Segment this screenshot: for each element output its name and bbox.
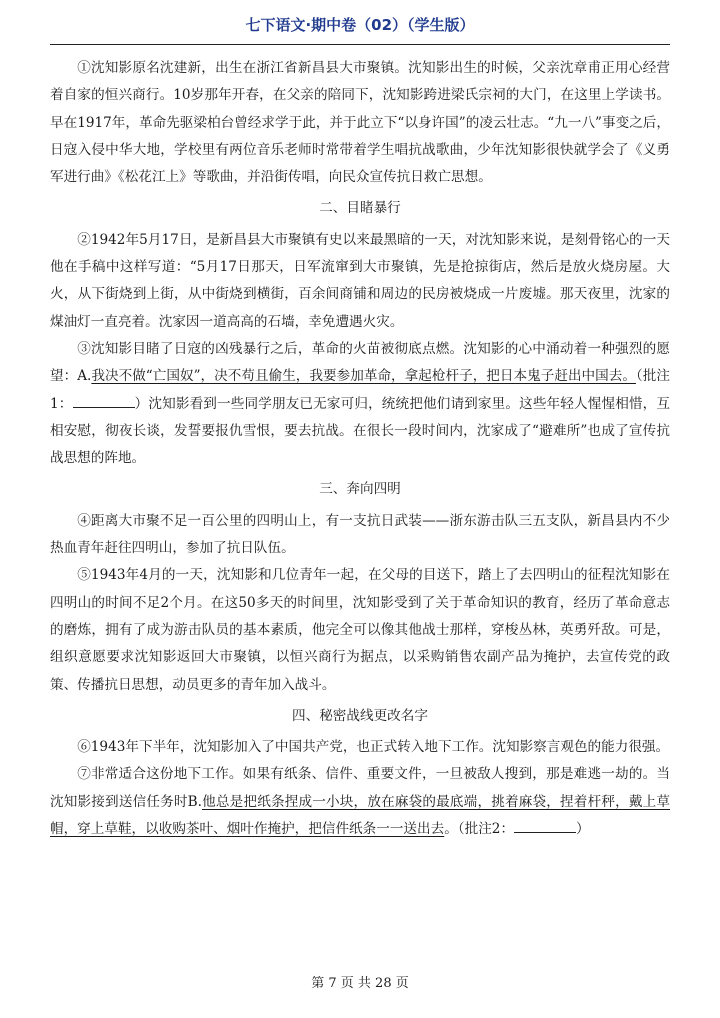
paragraph-1: ①沈知影原名沈建新，出生在浙江省新昌县大市聚镇。沈知影出生的时候，父亲沈章甫正用心经营着自家的恒兴商行。10岁那年开春，在父亲的陪同下，沈知影跨进梁氏宗祠的大门，在这里上学读书。早在1917年，革命先驱梁柏台曾经求学于此，并于此立下“以身许国”的凌云壮志。“九一八”事变之后，日寇入侵中华大地，学校里有两位音乐老师时常带着学生唱抗战歌曲，少年沈知影很快就学会了《义勇军进行曲》《松花江上》等歌曲，并沿街传唱，向民众宣传抗日救亡思想。 (50, 60, 670, 186)
annotation-1-label: （批注1： (50, 368, 670, 412)
section-heading-2: 二、目睹暴行 (319, 200, 401, 217)
page-header-title: 七下语文·期中卷（02）（学生版） (245, 16, 475, 34)
paragraph-4: ④距离大市聚不足一百公里的四明山上，有一支抗日武装——浙东游击队三五支队，新昌县内不少热血青年赶往四明山，参加了抗日队伍。 (50, 512, 670, 557)
paragraph-6: ⑥1943年下半年，沈知影加入了中国共产党，也正式转入地下工作。沈知影察言观色的能力很强。 (77, 739, 670, 756)
paragraph-7 (50, 761, 670, 843)
header-divider (50, 44, 670, 45)
annotation-2-label: 。（批注2： (444, 821, 515, 838)
section-heading-3: 三、奔向四明 (319, 481, 401, 498)
underlined-sentence-a: 我决不做“亡国奴”，决不苟且偷生，我要参加革命，拿起枪杆子，把日本鬼子赶出中国去。 (91, 368, 636, 385)
annotation-2-blank[interactable] (514, 818, 576, 833)
page-number-footer: 第 7 页 共 28 页 (311, 976, 409, 991)
section-heading-4: 四、秘密战线更改名字 (292, 707, 428, 724)
paragraph-7-lead: ⑦非常适合这份地下工作。如果有纸条、信件、重要文件，一旦被敌人搜到，那是难逃一劫的。当沈知影接到送信任务时B. (50, 766, 670, 810)
annotation-2-close: ） (576, 821, 590, 838)
paragraph-3-rest: ）沈知影看到一些同学朋友已无家可归，统统把他们请到家里。这些年轻人惺惺相惜，互相安慰，彻夜长谈，发誓要报仇雪恨，要去抗战。在很长一段时间内，沈家成了“避难所”也成了宣传抗战思想的阵地。 (50, 395, 670, 467)
underlined-sentence-b: 他总是把纸条捏成一小块，放在麻袋的最底端，挑着麻袋，捏着杆秤，戴上草帽，穿上草鞋，以收购茶叶、烟叶作掩护，把信件纸条一一送出去 (50, 793, 670, 838)
paragraph-5: ⑤1943年4月的一天，沈知影和几位青年一起，在父母的目送下，踏上了去四明山的征程沈知影在四明山的时间不足2个月。在这50多天的时间里，沈知影受到了关于革命知识的教育，经历了革命意志的磨炼，拥有了成为游击队员的基本素质，他完全可以像其他战士那样，穿梭丛林，英勇歼敌。可是，组织意愿要求沈知影返回大市聚镇，以恒兴商行为据点，以采购销售农副产品为掩护，去宣传党的政策、传播抗日思想，动员更多的青年加入战斗。 (50, 567, 670, 693)
paragraph-3-lead: ③沈知影目睹了日寇的凶残暴行之后，革命的火苗被彻底点燃。沈知影的心中涌动着一种强烈的愿望：A. (50, 340, 670, 385)
document-body (50, 55, 670, 843)
paragraph-3 (50, 336, 670, 472)
paragraph-2: ②1942年5月17日，是新昌县大市聚镇有史以来最黑暗的一天，对沈知影来说，是刻骨铭心的一天他在手稿中这样写道：“5月17日那天，日军流窜到大市聚镇，先是抢掠街店，然后是放火烧房屋。大火，从下街烧到上街，从中街烧到横街，百余间商铺和周边的民房被烧成一片废墟。那天夜里，沈家的煤油灯一直亮着。沈家因一道高高的石墙，幸免遭遇火灾。 (50, 231, 670, 330)
annotation-1-blank[interactable] (73, 393, 135, 408)
